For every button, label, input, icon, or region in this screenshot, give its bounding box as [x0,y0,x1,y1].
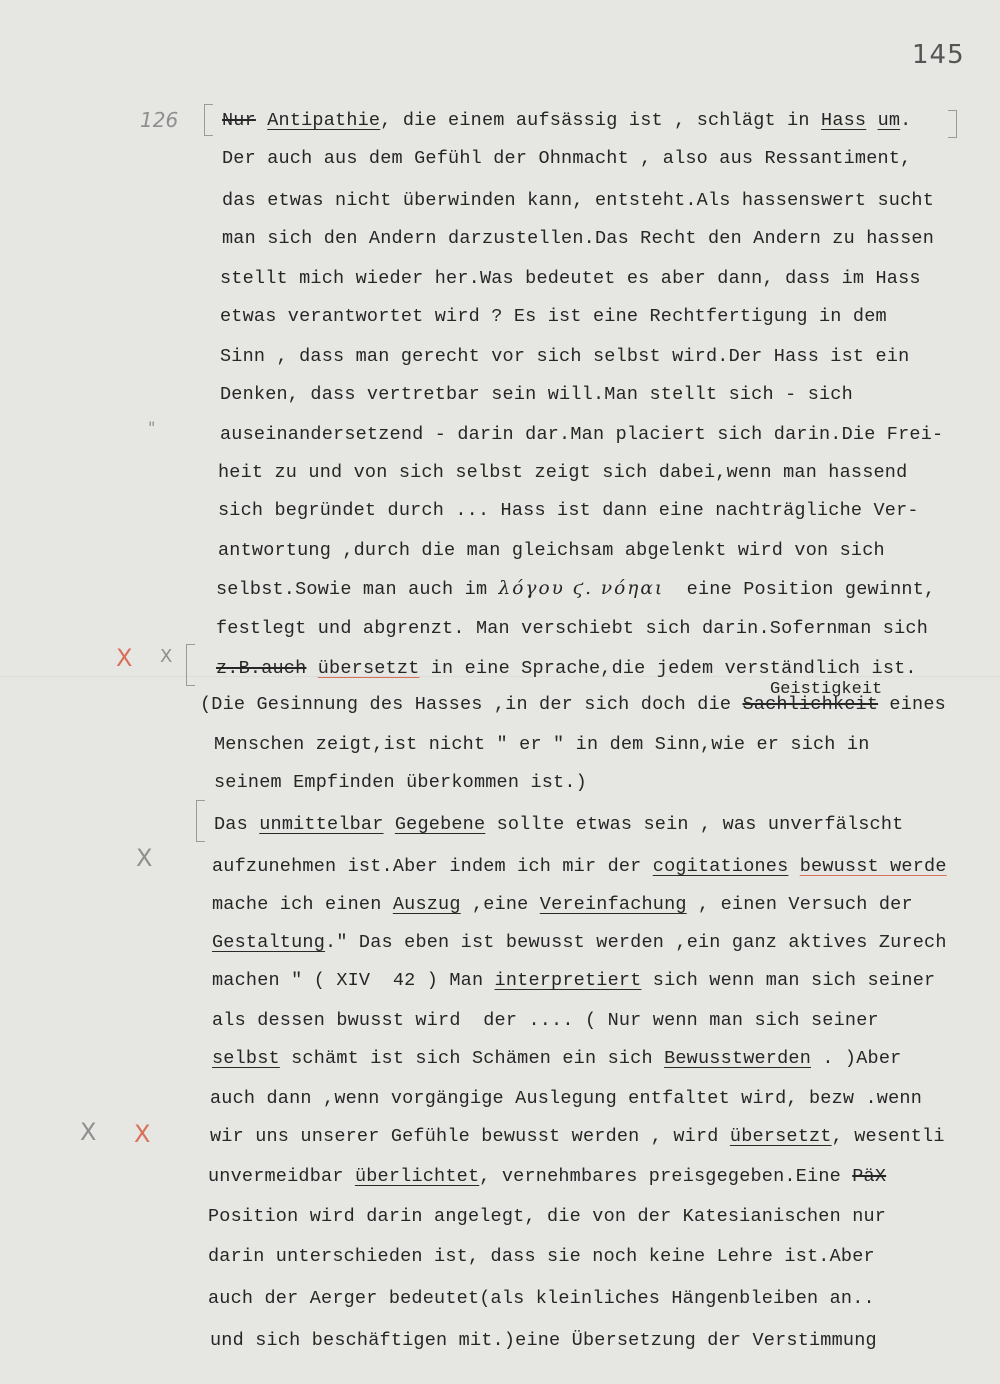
text-segment: etwas verantwortet wird ? Es ist eine Rechtfertigung in dem [220,306,887,327]
typed-line [216,658,917,680]
text-segment: auch der Aerger bedeutet(als kleinliches Hängenbleiben an.. [208,1288,875,1309]
text-segment: das etwas nicht überwinden kann, entsteht.Als hassenswert sucht [222,190,935,211]
text-ul: Bewusstwerden [664,1048,812,1069]
typed-line [208,1206,886,1228]
text-segment [256,110,267,131]
typed-line [220,384,853,406]
text-segment: selbst.Sowie man auch im [216,579,499,600]
text-segment: und sich beschäftigen mit.)eine Übersetzung der Verstimmung [210,1330,877,1351]
margin-cross-mark-red: X [134,1120,151,1148]
text-ul: Gestaltung [212,932,326,953]
typed-line [212,970,935,992]
text-segment [788,856,799,877]
text-segment: machen " ( XIV 42 ) Man [212,970,495,991]
text-segment: aufzunehmen ist.Aber indem ich mir der [212,856,653,877]
text-segment: , die einem aufsässig ist , schlägt in [380,110,822,131]
typed-line [222,190,934,212]
text-segment: schämt ist sich Schämen ein sich [279,1048,665,1069]
text-ul: Hass [821,110,867,131]
text-segment: . [900,110,912,131]
text-segment: auch dann ,wenn vorgängige Auslegung entfaltet wird, bezw .wenn [210,1088,923,1109]
text-segment: antwortung ,durch die man gleichsam abgelenkt wird von sich [218,540,885,561]
text-segment: Position wird darin angelegt, die von der Katesianischen nur [208,1206,887,1227]
text-segment: festlegt und abgrenzt. Man verschiebt sich darin.Sofernman sich [216,618,929,639]
pencil-bracket [204,104,213,136]
text-segment: Menschen zeigt,ist nicht " er " in dem Sinn,wie er sich in [214,734,870,755]
text-segment [866,110,877,131]
text-ul: überlichtet [354,1166,480,1187]
typed-line [212,1010,879,1032]
text-ul: interpretiert [494,970,642,991]
pencil-bracket [186,644,195,686]
text-segment: ." Das eben ist bewusst werden ,ein ganz aktives Zurech [325,932,947,953]
text-ul: Auszug [392,894,461,915]
typed-line [216,618,928,640]
text-greek: λόγου ϛ. νόηαι [498,578,665,599]
text-segment: ,eine [460,894,540,915]
text-ul-red: übersetzt [317,658,420,679]
text-segment: . )Aber [811,1048,902,1069]
text-ul: unmittelbar [259,814,384,835]
typed-line [220,268,921,290]
typed-line [212,932,947,954]
text-segment: unvermeidbar [208,1166,355,1187]
text-strike: Nur [222,110,256,131]
typed-line [214,772,587,794]
typed-line [210,1330,877,1352]
typed-line [218,500,919,522]
text-segment: Denken, dass vertretbar sein will.Man stellt sich - sich [220,384,853,405]
typed-line [222,110,911,132]
text-segment [384,814,395,835]
margin-cross-mark-gray: X [160,646,173,667]
typed-line [220,424,943,446]
text-segment: stellt mich wieder her.Was bedeutet es aber dann, dass im Hass [220,268,921,289]
typed-line [222,148,911,170]
text-segment: Das [214,814,260,835]
text-ul: Antipathie [267,110,381,131]
text-ul: Vereinfachung [539,894,687,915]
text-segment: eine Position gewinnt, [664,579,936,600]
text-ul: übersetzt [729,1126,832,1147]
pencil-page-number: 126 [140,108,179,132]
text-segment: Sinn , dass man gerecht vor sich selbst wird.Der Hass ist ein [220,346,910,367]
text-segment: Der auch aus dem Gefühl der Ohnmacht , also aus Ressantiment, [222,148,912,169]
text-segment: sich begründet durch ... Hass ist dann eine nachträgliche Ver- [218,500,919,521]
margin-cross-mark-gray: X [136,844,153,872]
text-ul: Gegebene [394,814,486,835]
text-segment: als dessen bwusst wird der .... ( Nur wenn man sich seiner [212,1010,879,1031]
folio-number: 145 [912,40,965,70]
text-ul: selbst [212,1048,280,1069]
typed-line [222,228,934,250]
text-segment: , einen Versuch der [686,894,913,915]
text-ul-red: bewusst werde [799,856,947,877]
margin-cross-mark-red: X [116,644,133,672]
typed-line [210,1088,922,1110]
typed-line [200,694,946,716]
text-segment: in eine Sprache,die jedem verständlich ist. [419,658,917,679]
text-segment: auseinandersetzend - darin dar.Man placiert sich darin.Die Frei- [220,424,944,445]
text-segment: (Die Gesinnung des Hasses ,in der sich doch die [200,694,743,715]
typed-line [216,578,935,601]
text-segment: seinem Empfinden überkommen ist.) [214,772,587,793]
text-segment: mache ich einen [212,894,393,915]
typed-line [214,814,903,836]
text-segment: eines [878,694,946,715]
margin-cross-mark-gray: X [80,1118,97,1146]
typed-line [212,856,947,878]
text-segment: darin unterschieden ist, dass sie noch keine Lehre ist.Aber [208,1246,875,1267]
text-segment [306,658,317,679]
text-segment: sollte etwas sein , was unverfälscht [485,814,904,835]
typed-line [220,306,887,328]
text-ul: cogitationes [652,856,789,877]
typed-line [208,1246,875,1268]
typed-line [212,894,913,916]
typed-line [208,1166,886,1188]
typed-line [212,1048,901,1070]
text-segment: man sich den Andern darzustellen.Das Recht den Andern zu hassen [222,228,935,249]
text-strike: Sachlichkeit [742,694,879,715]
text-segment: , vernehmbares preisgegeben.Eine [479,1166,853,1187]
typed-line [220,346,909,368]
typed-line [208,1288,875,1310]
margin-ditto-mark: " [148,418,156,437]
text-segment: , wesentli [831,1126,945,1147]
typed-line [218,462,907,484]
interlinear-insert: Geistigkeit [770,680,883,699]
pencil-bracket [948,110,957,138]
text-ul: um [877,110,901,131]
text-segment: wir uns unserer Gefühle bewusst werden , wird [210,1126,730,1147]
text-strike: PäX [852,1166,887,1187]
text-segment: sich wenn man sich seiner [641,970,936,991]
typed-line [210,1126,945,1148]
text-segment: heit zu und von sich selbst zeigt sich dabei,wenn man hassend [218,462,908,483]
text-strike: z.B.auch [216,658,307,679]
typed-line [214,734,870,756]
typed-line [218,540,885,562]
pencil-bracket [196,800,205,842]
